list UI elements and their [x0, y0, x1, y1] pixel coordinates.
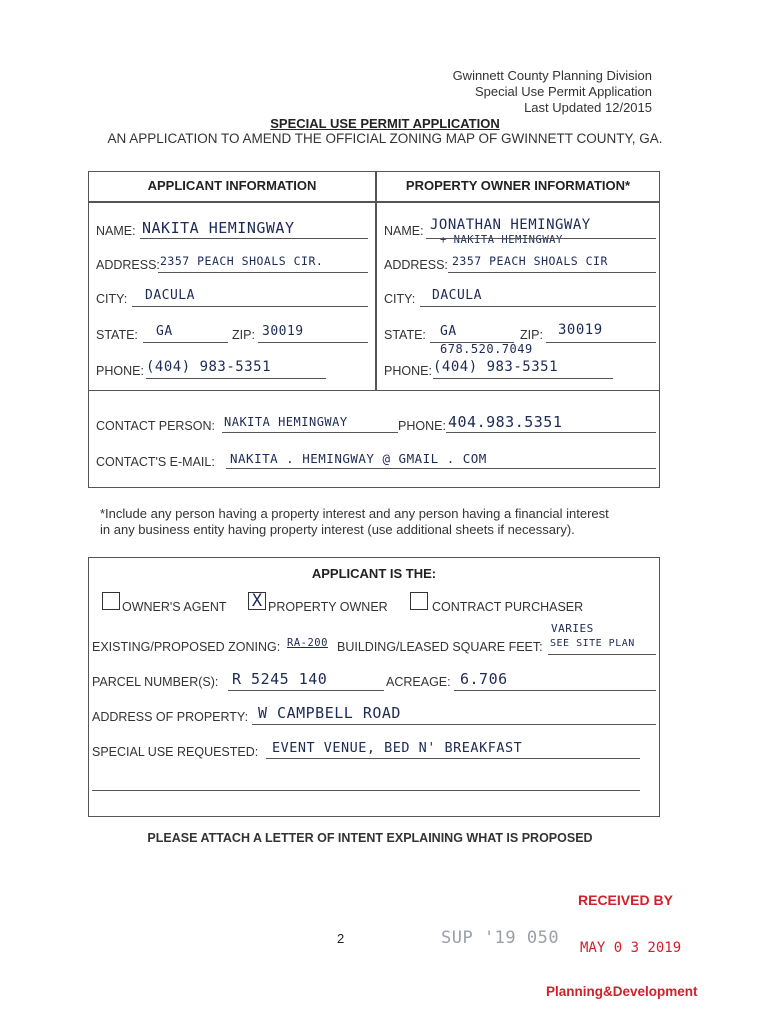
- owner-zip-value[interactable]: 30019: [558, 322, 603, 338]
- acreage-line: [454, 690, 656, 691]
- applicant-phone-label: PHONE:: [96, 364, 144, 378]
- sqft-top-value[interactable]: VARIES: [551, 622, 594, 635]
- applicant-phone-value[interactable]: (404) 983-5351: [146, 359, 272, 375]
- received-date-stamp: MAY 0 3 2019: [580, 940, 682, 956]
- owner-city-line: [420, 306, 656, 307]
- applicant-state-value[interactable]: GA: [156, 324, 173, 339]
- header-division: Gwinnett County Planning Division: [452, 68, 652, 83]
- stamp-date: SUP '19 050: [441, 928, 560, 948]
- special-use-line: [266, 758, 640, 759]
- contact-email-label: CONTACT'S E-MAIL:: [96, 455, 215, 469]
- document-header: [453, 68, 652, 116]
- page-subtitle: AN APPLICATION TO AMEND THE OFFICIAL ZONING MAP OF GWINNETT COUNTY, GA.: [107, 131, 663, 146]
- applicant-name-line: [140, 238, 368, 239]
- parcel-value[interactable]: R 5245 140: [232, 670, 328, 688]
- property-address-value[interactable]: W CAMPBELL ROAD: [258, 704, 401, 722]
- owner-address-line: [448, 272, 656, 273]
- attach-letter-note: PLEASE ATTACH A LETTER OF INTENT EXPLAINING WHAT IS PROPOSED: [147, 831, 593, 845]
- property-address-label: ADDRESS OF PROPERTY:: [92, 710, 249, 724]
- applicant-address-line: [158, 272, 368, 273]
- applicant-state-label: STATE:: [96, 328, 138, 342]
- owner-address-value[interactable]: 2357 PEACH SHOALS CIR: [452, 254, 608, 268]
- contact-person-value[interactable]: NAKITA HEMINGWAY: [224, 415, 348, 429]
- zoning-value[interactable]: RA-200: [287, 637, 328, 649]
- owner-phone-label: PHONE:: [384, 364, 432, 378]
- contact-phone-line: [446, 432, 656, 433]
- header-updated: Last Updated 12/2015: [524, 100, 652, 115]
- sqft-label: BUILDING/LEASED SQUARE FEET:: [337, 640, 543, 654]
- acreage-label: ACREAGE:: [386, 675, 451, 689]
- header-form-name: Special Use Permit Application: [474, 84, 652, 99]
- owner-name-line: [426, 238, 656, 239]
- footnote-line-1: *Include any person having a property interest and any person having a financial interest: [100, 506, 609, 521]
- owner-zip-line: [546, 342, 656, 343]
- property-address-line: [252, 724, 656, 725]
- contract-purchaser-label: CONTRACT PURCHASER: [432, 600, 584, 614]
- owner-city-value[interactable]: DACULA: [432, 288, 482, 303]
- applicant-city-label: CITY:: [96, 292, 128, 306]
- owner-phone-value[interactable]: (404) 983-5351: [433, 359, 559, 375]
- owner-info-heading: PROPERTY OWNER INFORMATION*: [405, 178, 631, 193]
- page-number: 2: [337, 931, 345, 946]
- received-by-stamp: RECEIVED BY: [578, 892, 673, 908]
- applicant-zip-line: [258, 342, 368, 343]
- applicant-name-value[interactable]: NAKITA HEMINGWAY: [142, 219, 295, 237]
- column-divider: [375, 171, 377, 391]
- applicant-phone-line: [146, 378, 326, 379]
- contact-person-label: CONTACT PERSON:: [96, 419, 215, 433]
- applicant-zip-value[interactable]: 30019: [262, 324, 304, 339]
- property-owner-mark: X: [251, 591, 263, 611]
- contact-box: [88, 391, 660, 488]
- zoning-label: EXISTING/PROPOSED ZONING:: [92, 640, 281, 654]
- applicant-state-line: [143, 342, 228, 343]
- parcel-line: [228, 690, 384, 691]
- footnote: [100, 506, 609, 538]
- contact-email-value[interactable]: NAKITA . HEMINGWAY @ GMAIL . COM: [230, 451, 487, 466]
- applicant-city-line: [132, 306, 368, 307]
- property-owner-checkbox[interactable]: [248, 592, 266, 610]
- sqft-line: [548, 654, 656, 655]
- acreage-value[interactable]: 6.706: [460, 670, 508, 688]
- contact-phone-value[interactable]: 404.983.5351: [448, 413, 563, 431]
- property-owner-label: PROPERTY OWNER: [268, 600, 388, 614]
- special-use-value[interactable]: EVENT VENUE, BED N' BREAKFAST: [272, 740, 523, 756]
- owner-name-value[interactable]: JONATHAN HEMINGWAY: [430, 217, 591, 233]
- applicant-zip-label: ZIP:: [232, 328, 255, 342]
- applicant-address-label: ADDRESS:: [96, 258, 160, 272]
- parcel-label: PARCEL NUMBER(S):: [92, 675, 219, 689]
- owner-state-label: STATE:: [384, 328, 426, 342]
- blank-line: [92, 790, 640, 791]
- footnote-line-2: in any business entity having property interest (use additional sheets if necessary).: [100, 522, 575, 537]
- contact-email-line: [226, 468, 656, 469]
- owner-zip-label: ZIP:: [520, 328, 543, 342]
- applicant-owner-box: [88, 171, 660, 391]
- planning-development-stamp: Planning&Development: [546, 984, 698, 999]
- owner-phone-line: [433, 378, 613, 379]
- owner-name-second[interactable]: + NAKITA HEMINGWAY: [440, 234, 563, 246]
- applicant-info-heading: APPLICANT INFORMATION: [147, 178, 317, 193]
- applicant-city-value[interactable]: DACULA: [145, 288, 195, 303]
- owners-agent-checkbox[interactable]: [102, 592, 120, 610]
- special-use-label: SPECIAL USE REQUESTED:: [92, 745, 259, 759]
- header-divider: [88, 201, 660, 203]
- applicant-is-heading: APPLICANT IS THE:: [311, 566, 437, 581]
- applicant-address-value[interactable]: 2357 PEACH SHOALS CIR.: [160, 254, 324, 268]
- owner-address-label: ADDRESS:: [384, 258, 448, 272]
- page-title: SPECIAL USE PERMIT APPLICATION: [270, 116, 500, 131]
- owner-state-value[interactable]: GA: [440, 324, 457, 339]
- sqft-value[interactable]: SEE SITE PLAN: [550, 638, 635, 649]
- applicant-name-label: NAME:: [96, 224, 136, 238]
- contact-phone-label: PHONE:: [398, 419, 446, 433]
- owner-phone-extra[interactable]: 678.520.7049: [440, 342, 533, 356]
- contact-person-line: [222, 432, 398, 433]
- owner-city-label: CITY:: [384, 292, 416, 306]
- owner-name-label: NAME:: [384, 224, 424, 238]
- owners-agent-label: OWNER'S AGENT: [122, 600, 227, 614]
- contract-purchaser-checkbox[interactable]: [410, 592, 428, 610]
